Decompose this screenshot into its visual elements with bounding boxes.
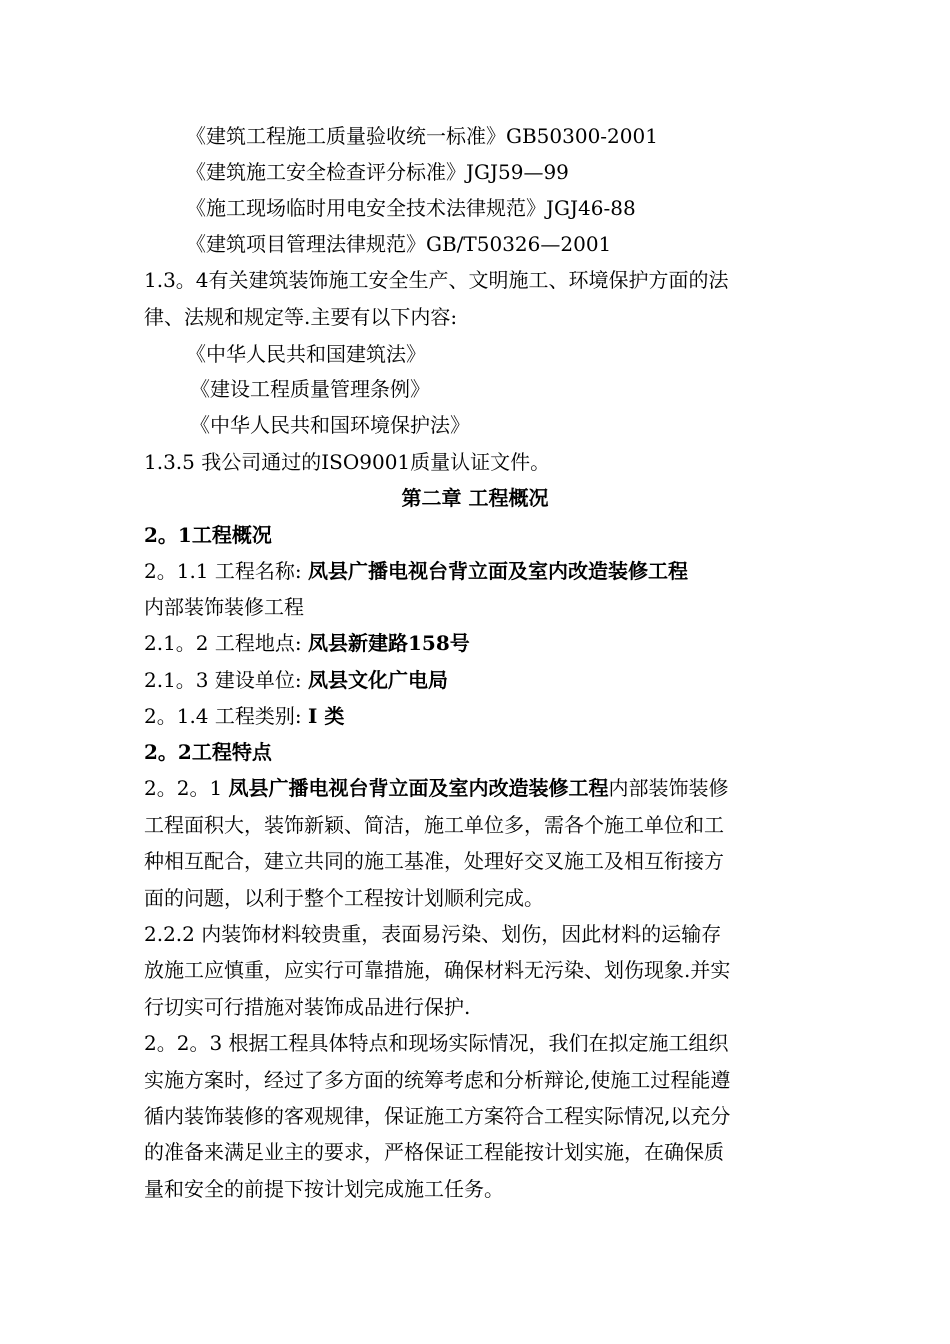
section-1-3-5: 1.3.5 我公司通过的ISO9001质量认证文件。 bbox=[144, 450, 551, 474]
paragraph-line: 实施方案时，经过了多方面的统筹考虑和分析辩论,使施工过程能遵 bbox=[144, 1068, 731, 1092]
chapter-title: 第二章 工程概况 bbox=[401, 486, 549, 510]
standard-line: 《建筑工程施工质量验收统一标准》GB50300-2001 bbox=[186, 124, 658, 148]
standard-line: 《建筑项目管理法律规范》GB/T50326—2001 bbox=[186, 232, 612, 256]
paragraph-2-2-1-text: 内部装饰装修 bbox=[608, 776, 729, 800]
paragraph-line: 2。2。3 根据工程具体特点和现场实际情况，我们在拟定施工组织 bbox=[144, 1031, 729, 1055]
paragraph-line: 种相互配合，建立共同的施工基准，处理好交叉施工及相互衔接方 bbox=[144, 849, 724, 873]
law-line: 《中华人民共和国环境保护法》 bbox=[190, 413, 470, 437]
paragraph-line: 的准备来满足业主的要求，严格保证工程能按计划实施，在确保质 bbox=[144, 1140, 724, 1164]
construction-unit-label: 2.1。3 建设单位: bbox=[144, 668, 308, 692]
standard-line: 《建筑施工安全检查评分标准》JGJ59—99 bbox=[186, 160, 569, 184]
project-name-continuation: 内部装饰装修工程 bbox=[144, 595, 304, 619]
paragraph-2-2-1-line bbox=[144, 770, 814, 807]
standard-line: 《施工现场临时用电安全技术法律规范》JGJ46-88 bbox=[186, 196, 636, 220]
project-category-value: I 类 bbox=[308, 704, 345, 728]
law-line: 《建设工程质量管理条例》 bbox=[190, 377, 430, 401]
paragraph-line: 面的问题，以利于整个工程按计划顺利完成。 bbox=[144, 886, 544, 910]
project-name-value: 凤县广播电视台背立面及室内改造装修工程 bbox=[308, 559, 688, 583]
paragraph-line: 工程面积大，装饰新颖、简洁，施工单位多，需各个施工单位和工 bbox=[144, 813, 724, 837]
paragraph-line: 循内装饰装修的客观规律，保证施工方案符合工程实际情况,以充分 bbox=[144, 1104, 731, 1128]
construction-unit-line bbox=[144, 662, 814, 699]
paragraph-line: 2.2.2 内装饰材料较贵重，表面易污染、划伤，因此材料的运输存 bbox=[144, 922, 722, 946]
paragraph-2-2-1-number: 2。2。1 bbox=[144, 776, 229, 800]
law-line: 《中华人民共和国建筑法》 bbox=[186, 342, 426, 366]
paragraph-line: 放施工应慎重，应实行可靠措施，确保材料无污染、划伤现象.并实 bbox=[144, 958, 731, 982]
paragraph-line: 量和安全的前提下按计划完成施工任务。 bbox=[144, 1177, 504, 1201]
construction-unit-value: 凤县文化广电局 bbox=[307, 668, 448, 692]
project-name-label: 2。1.1 工程名称: bbox=[144, 559, 302, 583]
project-location-value: 凤县新建路158号 bbox=[308, 631, 470, 655]
paragraph-2-2-1-project: 凤县广播电视台背立面及室内改造装修工程 bbox=[228, 776, 609, 800]
project-category-label: 2。1.4 工程类别: bbox=[144, 704, 302, 728]
section-1-3-4-line-1: 1.3。4有关建筑装饰施工安全生产、文明施工、环境保护方面的法 bbox=[144, 268, 729, 292]
project-location-label: 2.1。2 工程地点: bbox=[144, 631, 302, 655]
section-2-2-heading: 2。2工程特点 bbox=[144, 740, 272, 764]
section-2-1-heading: 2。1工程概况 bbox=[144, 523, 272, 547]
section-1-3-4-line-2: 律、法规和规定等.主要有以下内容: bbox=[144, 305, 458, 329]
paragraph-line: 行切实可行措施对装饰成品进行保护. bbox=[144, 995, 471, 1019]
project-category-line bbox=[144, 698, 814, 735]
project-name-line bbox=[144, 553, 814, 590]
project-location-line bbox=[144, 625, 814, 662]
